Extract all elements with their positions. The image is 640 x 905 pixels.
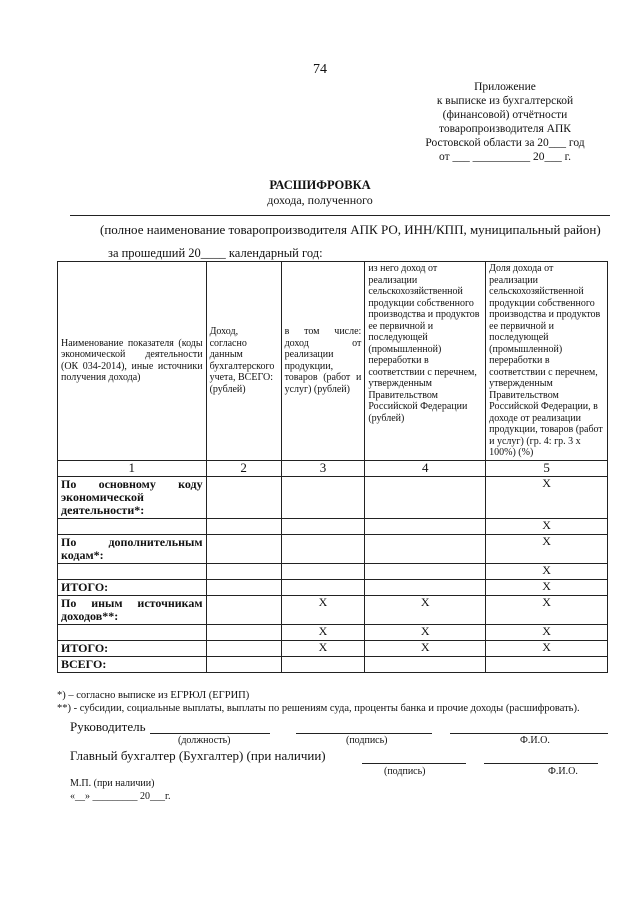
head-label: Руководитель (70, 719, 146, 734)
position-hint: (должность) (178, 735, 231, 746)
document-subtitle: дохода, полученного (267, 193, 373, 207)
table-header-row (58, 262, 608, 461)
accountant-label: Главный бухгалтер (Бухгалтер) (при наличии) (70, 748, 326, 763)
row-label-total: ИТОГО: (58, 579, 207, 595)
appendix-line: товаропроизводителя АПК (439, 123, 571, 135)
cell[interactable] (281, 518, 365, 534)
table-row (58, 476, 608, 518)
cell[interactable] (206, 563, 281, 579)
mark-cell: X (365, 595, 486, 624)
fio-hint: Ф.И.О. (548, 766, 578, 777)
table-row (58, 518, 608, 534)
cell[interactable] (281, 563, 365, 579)
document-title: РАСШИФРОВКА (269, 178, 371, 192)
appendix-line: к выписке из бухгалтерской (436, 95, 574, 107)
cell[interactable] (365, 579, 486, 595)
mark-cell: X (486, 534, 608, 563)
appendix-line: Приложение (474, 81, 536, 93)
cell[interactable] (486, 656, 608, 672)
row-label-grand-total: ВСЕГО: (58, 656, 207, 672)
cell[interactable] (365, 518, 486, 534)
row-label-main-activity: По основному коду экономической деятельности*: (58, 476, 207, 518)
date-line: «__» _________ 20___г. (70, 791, 171, 802)
cell[interactable] (206, 579, 281, 595)
mark-cell: X (281, 624, 365, 640)
cell[interactable] (281, 534, 365, 563)
cell[interactable] (281, 656, 365, 672)
cell[interactable] (206, 595, 281, 624)
mark-cell: X (486, 518, 608, 534)
cell[interactable] (365, 534, 486, 563)
mark-cell: X (281, 595, 365, 624)
header-agri-income: из него доход от реализации сельскохозяйственной продукции собственного производства и продуктов ее первичной и последующей (промышленной) переработки в соответствии с перечнем, утвержденным Правительством Российской Федерации (рублей) (365, 262, 486, 461)
cell[interactable] (206, 624, 281, 640)
mark-cell: X (486, 579, 608, 595)
header-sales-income: в том числе: доход от реализации продукции, товаров (работ и услуг) (рублей) (281, 262, 365, 461)
header-indicator: Наименование показателя (коды экономической деятельности (ОК 034-2014), иные источники получения дохода) (58, 262, 207, 461)
accountant-signature-line[interactable] (362, 762, 466, 764)
income-table (57, 261, 608, 673)
cell[interactable] (365, 656, 486, 672)
page-number: 74 (313, 62, 327, 77)
cell[interactable] (58, 624, 207, 640)
header-agri-share: Доля дохода от реализации сельскохозяйственной продукции собственного производства и продуктов ее первичной и последующей (промышленной) переработки в соответствии с перечнем, утвержденным Правительством Российской Федерации, в доходе от реализации продукции, товаров (работ и услуг) (гр. 4: гр. 3 х 100%) (%) (486, 262, 608, 461)
mark-cell: X (486, 595, 608, 624)
accountant-fio-line[interactable] (484, 762, 598, 764)
appendix-block (400, 80, 610, 164)
mark-cell: X (365, 624, 486, 640)
mark-cell: X (365, 640, 486, 656)
cell[interactable] (206, 656, 281, 672)
footnote-1: *) – согласно выписке из ЕГРЮЛ (ЕГРИП) (57, 690, 250, 701)
fio-hint: Ф.И.О. (520, 735, 550, 746)
col-number: 1 (58, 460, 207, 476)
cell[interactable] (365, 563, 486, 579)
appendix-line: Ростовской области за 20___ год (425, 137, 585, 149)
cell[interactable] (281, 579, 365, 595)
row-label-additional-codes: По дополнительным кодам*: (58, 534, 207, 563)
reporting-period: за прошедший 20____ календарный год: (108, 246, 323, 260)
table-row (58, 640, 608, 656)
table-row (58, 534, 608, 563)
mark-cell: X (486, 624, 608, 640)
col-number: 4 (365, 460, 486, 476)
col-number: 5 (486, 460, 608, 476)
head-position-line[interactable] (150, 732, 270, 734)
cell[interactable] (281, 476, 365, 518)
mark-cell: X (486, 476, 608, 518)
cell[interactable] (58, 518, 207, 534)
cell[interactable] (206, 476, 281, 518)
signature-hint: (подпись) (346, 735, 388, 746)
producer-name-line[interactable] (70, 214, 610, 216)
mark-cell: X (486, 563, 608, 579)
mark-cell: X (486, 640, 608, 656)
table-row (58, 579, 608, 595)
cell[interactable] (58, 563, 207, 579)
signature-hint: (подпись) (384, 766, 426, 777)
cell[interactable] (206, 518, 281, 534)
cell[interactable] (365, 476, 486, 518)
table-row (58, 656, 608, 672)
footnote-2: **) - субсидии, социальные выплаты, выплаты по решениям суда, проценты банка и прочие доходы (расшифровать). (57, 703, 580, 714)
head-signature-line[interactable] (296, 732, 432, 734)
table-row (58, 563, 608, 579)
appendix-line: (финансовой) отчётности (442, 109, 568, 121)
mark-cell: X (281, 640, 365, 656)
table-row (58, 624, 608, 640)
row-label-other-sources: По иным источникам доходов**: (58, 595, 207, 624)
producer-name-hint: (полное наименование товаропроизводителя АПК РО, ИНН/КПП, муниципальный район) (100, 222, 601, 237)
cell[interactable] (206, 534, 281, 563)
col-number: 2 (206, 460, 281, 476)
head-fio-line[interactable] (450, 732, 608, 734)
table-row (58, 595, 608, 624)
header-total-income: Доход, согласно данным бухгалтерского учета, ВСЕГО: (рублей) (206, 262, 281, 461)
col-number: 3 (281, 460, 365, 476)
stamp-label: М.П. (при наличии) (70, 778, 155, 789)
row-label-total: ИТОГО: (58, 640, 207, 656)
appendix-line: от ___ __________ 20___ г. (439, 151, 571, 163)
column-numbers-row (58, 460, 608, 476)
cell[interactable] (206, 640, 281, 656)
